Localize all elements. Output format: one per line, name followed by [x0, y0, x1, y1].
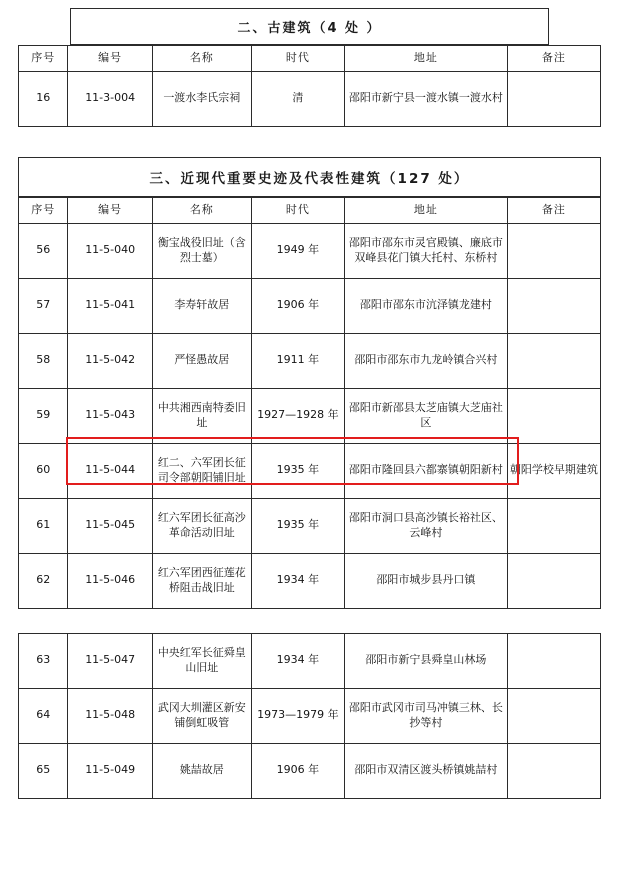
- cell-name: 中共湘西南特委旧址: [152, 388, 251, 443]
- banner-left-spacer: [18, 8, 70, 45]
- cell-name: 红六军团长征高沙革命活动旧址: [152, 498, 251, 553]
- cell-era: 1934 年: [251, 633, 344, 688]
- cell-address: 邵阳市邵东市九龙岭镇合兴村: [344, 333, 507, 388]
- column-header-code: 编号: [68, 197, 152, 223]
- cell-name: 衡宝战役旧址（含烈士墓）: [152, 223, 251, 278]
- table-header-row: [19, 197, 601, 223]
- cell-code: 11-5-043: [68, 388, 152, 443]
- banner-right-spacer: [549, 8, 601, 45]
- cell-era: 1949 年: [251, 223, 344, 278]
- cell-name: 中央红军长征舜皇山旧址: [152, 633, 251, 688]
- column-header-note: 备注: [507, 197, 600, 223]
- cell-note: [507, 223, 600, 278]
- cell-seq: 56: [19, 223, 68, 278]
- table-row: [19, 688, 601, 743]
- cell-note: [507, 278, 600, 333]
- cell-era: 1973—1979 年: [251, 688, 344, 743]
- table-row: [19, 443, 601, 498]
- cell-name: 姚喆故居: [152, 743, 251, 798]
- cell-code: 11-5-042: [68, 333, 152, 388]
- column-header-era: 时代: [251, 46, 344, 72]
- cell-name: 严怪愚故居: [152, 333, 251, 388]
- cell-address: 邵阳市隆回县六都寨镇朝阳新村: [344, 443, 507, 498]
- cell-code: 11-5-041: [68, 278, 152, 333]
- cell-name: 武冈大圳灌区新安铺倒虹吸管: [152, 688, 251, 743]
- column-header-name: 名称: [152, 197, 251, 223]
- cell-address: 邵阳市武冈市司马冲镇三林、长抄等村: [344, 688, 507, 743]
- cell-code: 11-5-049: [68, 743, 152, 798]
- cell-era: 1906 年: [251, 743, 344, 798]
- section-continuation: [18, 633, 601, 799]
- cell-era: 1906 年: [251, 278, 344, 333]
- cell-era: 1935 年: [251, 443, 344, 498]
- cell-seq: 60: [19, 443, 68, 498]
- cell-seq: 16: [19, 71, 68, 126]
- cell-era: 清: [251, 71, 344, 126]
- cell-seq: 64: [19, 688, 68, 743]
- column-header-address: 地址: [344, 197, 507, 223]
- column-header-era: 时代: [251, 197, 344, 223]
- table-row: [19, 743, 601, 798]
- cell-code: 11-5-044: [68, 443, 152, 498]
- table-row: [19, 71, 601, 126]
- cell-code: 11-5-046: [68, 553, 152, 608]
- cell-address: 邵阳市邵东市沆泽镇龙建村: [344, 278, 507, 333]
- section-banner-title: 二、古建筑（4 处 ）: [70, 8, 548, 45]
- cell-name: 红六军团西征莲花桥阻击战旧址: [152, 553, 251, 608]
- cell-seq: 63: [19, 633, 68, 688]
- cell-name: 李寿轩故居: [152, 278, 251, 333]
- cell-note: [507, 553, 600, 608]
- cell-address: 邵阳市城步县丹口镇: [344, 553, 507, 608]
- column-header-seq: 序号: [19, 197, 68, 223]
- cell-era: 1934 年: [251, 553, 344, 608]
- cell-address: 邵阳市新宁县一渡水镇一渡水村: [344, 71, 507, 126]
- cell-address: 邵阳市双清区渡头桥镇姚喆村: [344, 743, 507, 798]
- table-gap: [18, 623, 601, 633]
- cell-note: [507, 688, 600, 743]
- table-modern-historic-sites: [18, 197, 601, 609]
- cell-note: [507, 498, 600, 553]
- cell-seq: 58: [19, 333, 68, 388]
- section-ancient-architecture: [18, 8, 601, 127]
- column-header-code: 编号: [68, 46, 152, 72]
- cell-era: 1911 年: [251, 333, 344, 388]
- cell-note: [507, 388, 600, 443]
- cell-note: [507, 71, 600, 126]
- cell-seq: 59: [19, 388, 68, 443]
- cell-note: [507, 333, 600, 388]
- cell-code: 11-5-040: [68, 223, 152, 278]
- cell-name: 红二、六军团长征司令部朝阳铺旧址: [152, 443, 251, 498]
- cell-code: 11-3-004: [68, 71, 152, 126]
- table-row: [19, 553, 601, 608]
- cell-address: 邵阳市新宁县舜皇山林场: [344, 633, 507, 688]
- table-row: [19, 633, 601, 688]
- table-row-highlighted: [19, 388, 601, 443]
- table-row: [19, 498, 601, 553]
- cell-note: 朝阳学校早期建筑: [507, 443, 600, 498]
- cell-era: 1927—1928 年: [251, 388, 344, 443]
- cell-address: 邵阳市新邵县太芝庙镇大芝庙社区: [344, 388, 507, 443]
- cell-code: 11-5-047: [68, 633, 152, 688]
- table-row: [19, 278, 601, 333]
- cell-seq: 65: [19, 743, 68, 798]
- section-banner-row: [18, 8, 601, 45]
- cell-address: 邵阳市邵东市灵官殿镇、廉底市双峰县花门镇大托村、东桥村: [344, 223, 507, 278]
- table-row: [19, 223, 601, 278]
- column-header-address: 地址: [344, 46, 507, 72]
- cell-seq: 57: [19, 278, 68, 333]
- table-header-row: [19, 46, 601, 72]
- column-header-seq: 序号: [19, 46, 68, 72]
- cell-seq: 62: [19, 553, 68, 608]
- section-gap: [18, 141, 601, 157]
- cell-era: 1935 年: [251, 498, 344, 553]
- table-row: [19, 333, 601, 388]
- column-header-name: 名称: [152, 46, 251, 72]
- section-modern-historic-sites: [18, 157, 601, 609]
- table-continuation: [18, 633, 601, 799]
- section-banner-title-modern: 三、近现代重要史迹及代表性建筑（127 处）: [18, 157, 601, 197]
- cell-note: [507, 743, 600, 798]
- cell-note: [507, 633, 600, 688]
- column-header-note: 备注: [507, 46, 600, 72]
- cell-code: 11-5-045: [68, 498, 152, 553]
- cell-address: 邵阳市洞口县高沙镇长裕社区、云峰村: [344, 498, 507, 553]
- cell-seq: 61: [19, 498, 68, 553]
- cell-name: 一渡水李氏宗祠: [152, 71, 251, 126]
- table-ancient-architecture: [18, 45, 601, 127]
- cell-code: 11-5-048: [68, 688, 152, 743]
